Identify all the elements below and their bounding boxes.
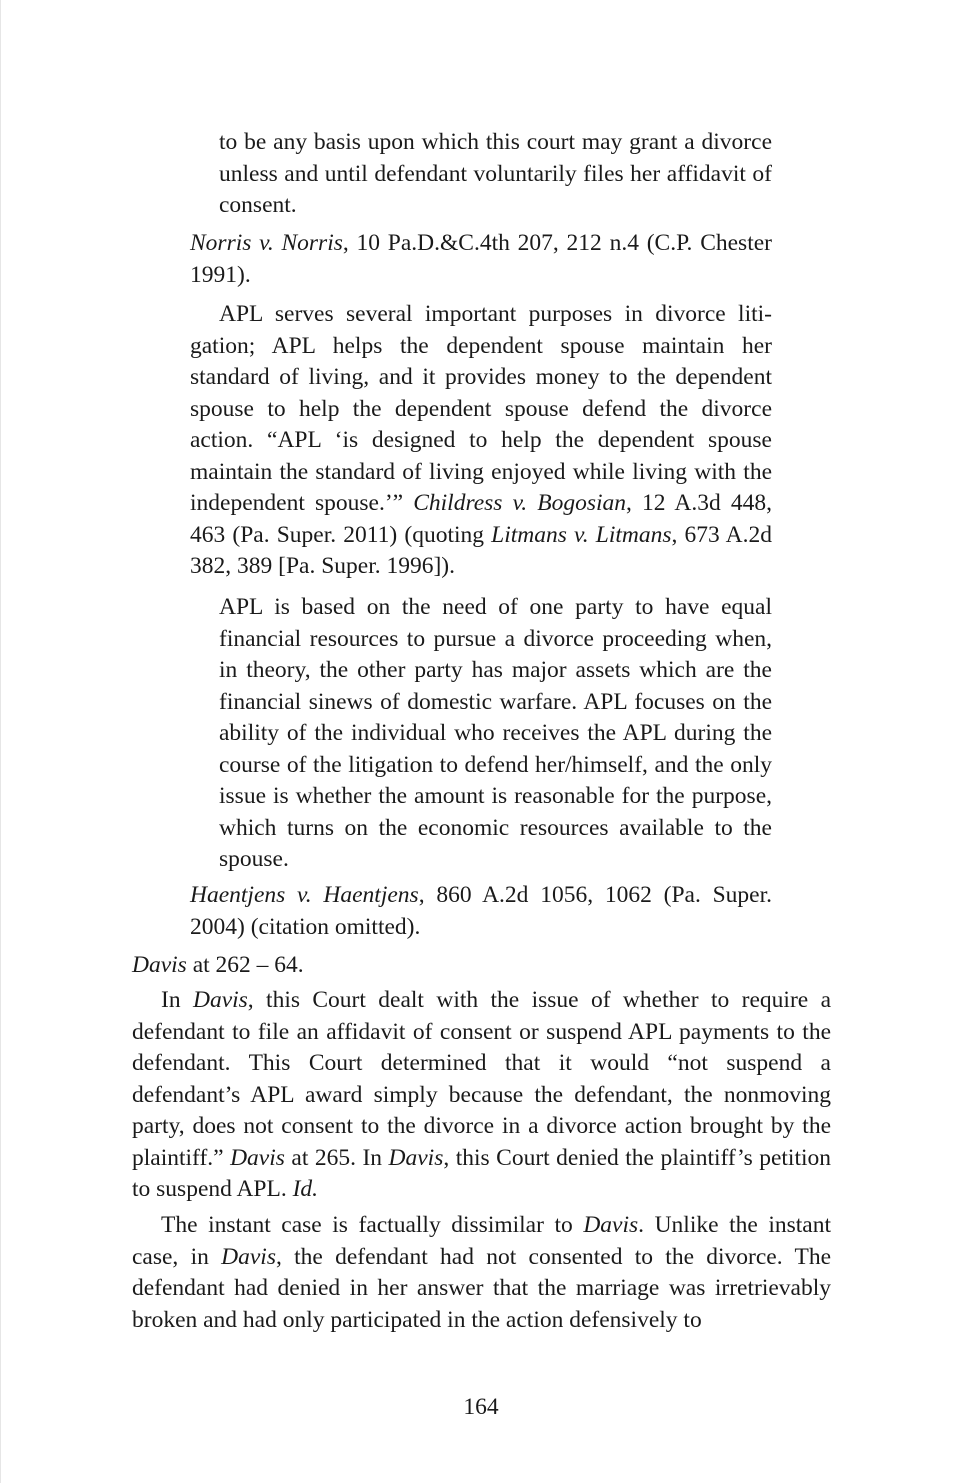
paragraph-apl-purposes [190,299,772,583]
citation-text: at 262 – 64. [186,952,304,978]
paragraph-text: at 265. In [284,1144,389,1171]
case-name: Davis [221,1243,276,1270]
case-name: Davis [583,1212,639,1238]
quote-text: APL is based on the need of one party to have equal financial resources to pursue a divorce proceeding when, in theory, the other party has major assets which are the financial sinews of domestic warfare. APL focuses on the ability of the individual who receives the APL during the course of the litigation to defend her/himself, and the only issue is whether the amount is reasonable for the purpose, which turns on the economic resources available to the spouse. [219,594,772,872]
citation-davis [132,950,831,982]
paragraph-text: In [161,987,193,1013]
case-name: Davis [388,1144,444,1171]
paragraph-text: APL serves several important purposes in divorce litigation; APL helps the dependent spouse maintain her standard of living, and it provides money to the dependent spouse to help the dependent spouse defend the divorce action. “APL ‘is designed to help the dependent spouse maintain the standard of living enjoyed while living with the independent spouse.’” [190,301,772,516]
paragraph-text: . Unlike the instant case, in [132,1212,831,1270]
paragraph-text: The instant case is factually dissimilar to [161,1212,584,1238]
paragraph-text: , the defendant had not consented to the divorce. The defendant had denied in her answer that the marriage was irretrievably broken and had only participated in the action defensively to [132,1243,831,1333]
paragraph-instant-case [132,1210,831,1336]
case-name: Davis [192,987,248,1013]
case-name: Davis [132,952,187,978]
page-number: 164 [463,1394,499,1420]
case-name: Litmans v. Litmans [491,521,672,548]
paragraph-text: , this Court denied the plaintiff’s petition to suspend APL. [132,1144,831,1202]
paragraph-text: , this Court dealt with the issue of whether to require a defendant to file an affidavit of consent or suspend APL payments to the defendant. This Court determined that it would “not suspend a defendant’s APL award simply because the defendant, the nonmoving party, does not consent to the divorce in a divorce action brought by the plaintiff.” [132,987,832,1171]
paragraph-davis-holding [132,985,831,1206]
case-name: Norris v. Norris [190,230,343,256]
citation-haentjens [190,880,772,943]
paragraph-text: , 673 A.2d 382, 389 [Pa. Super. 1996]). [190,521,772,579]
case-name: Davis [230,1144,285,1171]
citation-norris [190,228,772,291]
quote-block-continued [219,127,772,222]
case-name: Haentjens v. Haentjens [190,882,419,908]
citation-text: , 860 A.2d 1056, 1062 (Pa. Super. 2004) (citation omitted). [190,882,772,940]
case-name: Id. [292,1176,319,1202]
paragraph-text: , 12 A.3d 448, 463 (Pa. Super. 2011) (quoting [190,490,772,548]
citation-text: , 10 Pa.D.&C.4th 207, 212 n.4 (C.P. Chester 1991). [190,230,772,288]
quote-block-haentjens [219,592,772,876]
quote-text: to be any basis upon which this court may grant a divorce unless and until defendant voluntarily files her affidavit of consent. [219,129,772,218]
case-name: Childress v. Bogosian [413,490,627,516]
